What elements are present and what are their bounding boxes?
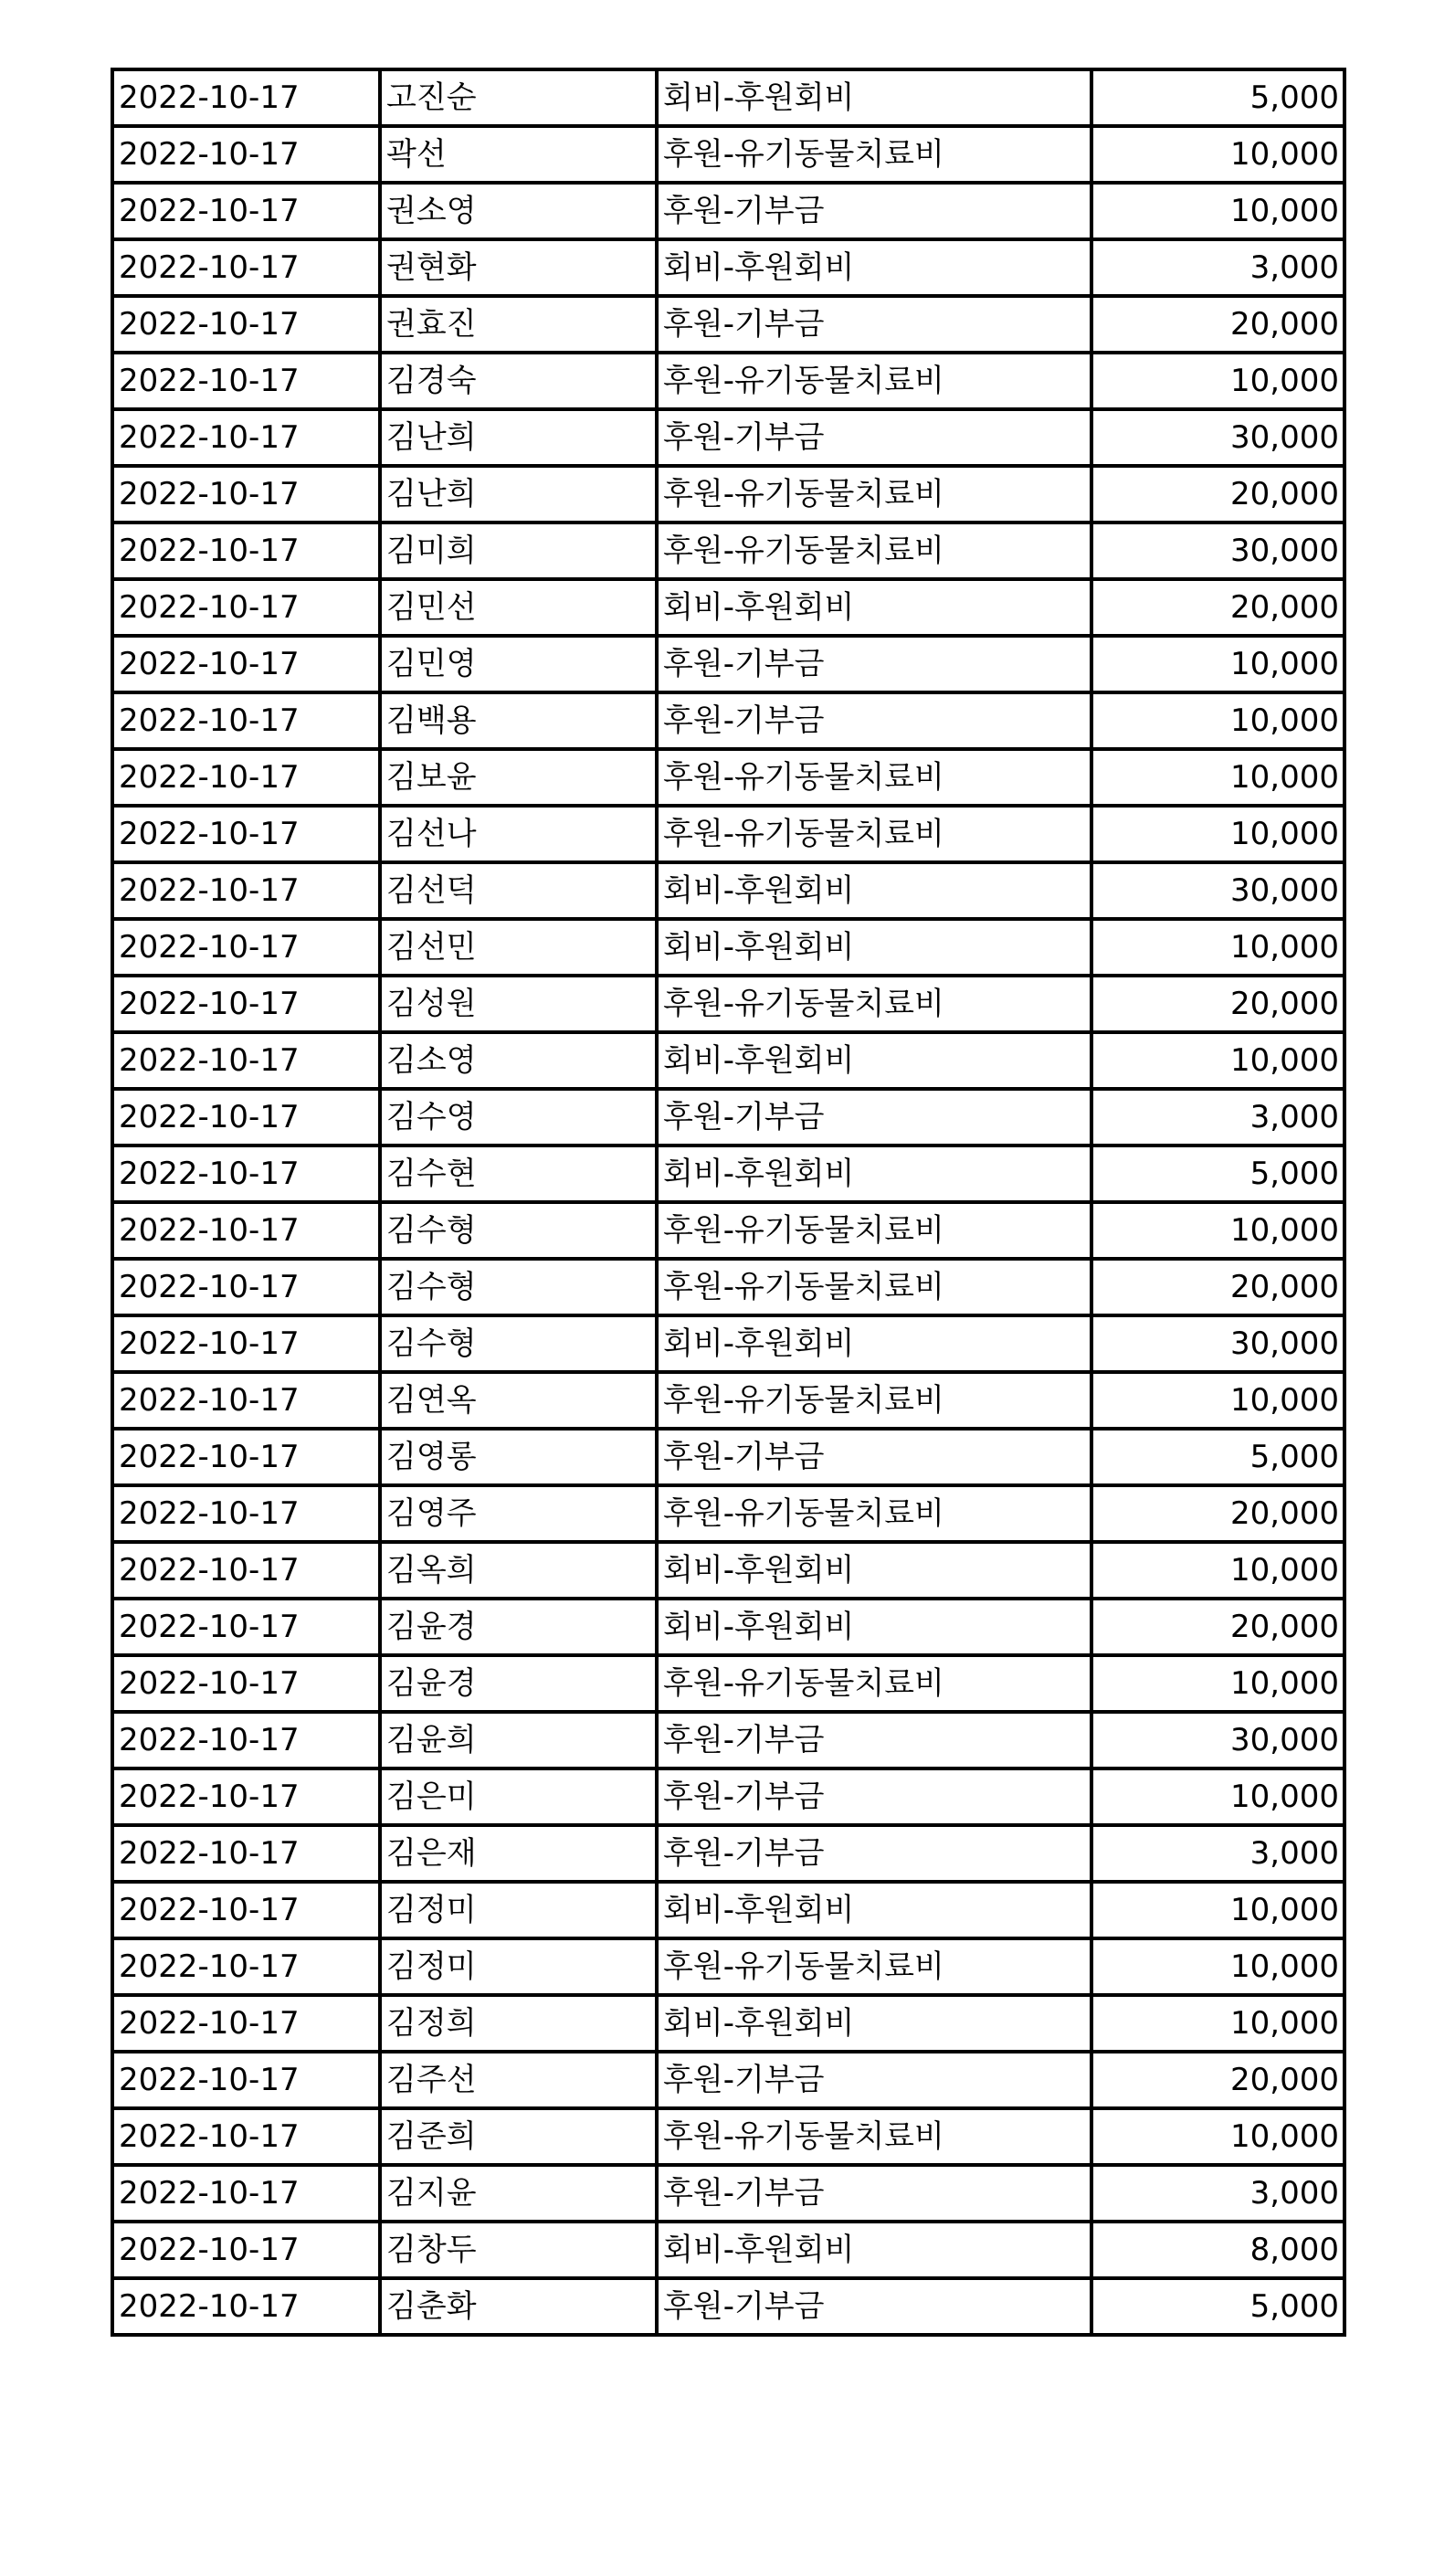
date-cell: 2022-10-17 [112, 1542, 380, 1599]
name-cell: 김민영 [380, 636, 657, 692]
name-cell: 김수현 [380, 1145, 657, 1202]
date-cell: 2022-10-17 [112, 2165, 380, 2222]
name-cell: 김연옥 [380, 1372, 657, 1429]
table-row [112, 1259, 1344, 1315]
name-cell: 김영롱 [380, 1429, 657, 1485]
amount-cell: 20,000 [1091, 1485, 1344, 1542]
category-cell: 후원-기부금 [657, 2165, 1091, 2222]
name-cell: 김선나 [380, 806, 657, 862]
category-cell: 후원-기부금 [657, 636, 1091, 692]
name-cell: 김소영 [380, 1032, 657, 1089]
table-row [112, 862, 1344, 919]
name-cell: 김정미 [380, 1882, 657, 1938]
table-row [112, 2278, 1344, 2335]
category-cell: 후원-유기동물치료비 [657, 2108, 1091, 2165]
table-row [112, 1882, 1344, 1938]
table-row [112, 1089, 1344, 1145]
category-cell: 회비-후원회비 [657, 1995, 1091, 2052]
date-cell: 2022-10-17 [112, 1032, 380, 1089]
amount-cell: 8,000 [1091, 2222, 1344, 2278]
category-cell: 회비-후원회비 [657, 1145, 1091, 1202]
table-row [112, 523, 1344, 579]
category-cell: 회비-후원회비 [657, 1599, 1091, 1655]
category-cell: 후원-유기동물치료비 [657, 1202, 1091, 1259]
category-cell: 후원-유기동물치료비 [657, 1485, 1091, 1542]
amount-cell: 10,000 [1091, 919, 1344, 976]
name-cell: 김윤경 [380, 1655, 657, 1712]
name-cell: 김난희 [380, 409, 657, 466]
name-cell: 김은재 [380, 1825, 657, 1882]
name-cell: 김미희 [380, 523, 657, 579]
category-cell: 회비-후원회비 [657, 862, 1091, 919]
table-row [112, 2108, 1344, 2165]
amount-cell: 30,000 [1091, 1315, 1344, 1372]
table-row [112, 239, 1344, 296]
date-cell: 2022-10-17 [112, 1825, 380, 1882]
amount-cell: 20,000 [1091, 976, 1344, 1032]
amount-cell: 5,000 [1091, 1145, 1344, 1202]
category-cell: 후원-기부금 [657, 1712, 1091, 1768]
amount-cell: 30,000 [1091, 409, 1344, 466]
category-cell: 후원-유기동물치료비 [657, 1259, 1091, 1315]
ledger-body [112, 69, 1344, 2335]
name-cell: 김춘화 [380, 2278, 657, 2335]
amount-cell: 3,000 [1091, 1825, 1344, 1882]
amount-cell: 20,000 [1091, 296, 1344, 353]
date-cell: 2022-10-17 [112, 1599, 380, 1655]
category-cell: 후원-유기동물치료비 [657, 976, 1091, 1032]
name-cell: 권효진 [380, 296, 657, 353]
name-cell: 김옥희 [380, 1542, 657, 1599]
name-cell: 김윤경 [380, 1599, 657, 1655]
name-cell: 김윤희 [380, 1712, 657, 1768]
date-cell: 2022-10-17 [112, 579, 380, 636]
amount-cell: 5,000 [1091, 69, 1344, 126]
date-cell: 2022-10-17 [112, 1259, 380, 1315]
date-cell: 2022-10-17 [112, 976, 380, 1032]
amount-cell: 20,000 [1091, 2052, 1344, 2108]
category-cell: 후원-유기동물치료비 [657, 126, 1091, 183]
date-cell: 2022-10-17 [112, 2052, 380, 2108]
name-cell: 김영주 [380, 1485, 657, 1542]
name-cell: 권현화 [380, 239, 657, 296]
date-cell: 2022-10-17 [112, 466, 380, 523]
date-cell: 2022-10-17 [112, 2222, 380, 2278]
date-cell: 2022-10-17 [112, 296, 380, 353]
date-cell: 2022-10-17 [112, 183, 380, 239]
amount-cell: 10,000 [1091, 806, 1344, 862]
name-cell: 김수형 [380, 1315, 657, 1372]
name-cell: 김경숙 [380, 353, 657, 409]
name-cell: 김지윤 [380, 2165, 657, 2222]
table-row [112, 1938, 1344, 1995]
category-cell: 후원-유기동물치료비 [657, 1372, 1091, 1429]
amount-cell: 5,000 [1091, 1429, 1344, 1485]
category-cell: 후원-유기동물치료비 [657, 523, 1091, 579]
name-cell: 김정희 [380, 1995, 657, 2052]
category-cell: 회비-후원회비 [657, 69, 1091, 126]
category-cell: 후원-기부금 [657, 2052, 1091, 2108]
table-row [112, 1995, 1344, 2052]
category-cell: 후원-기부금 [657, 1089, 1091, 1145]
table-row [112, 1712, 1344, 1768]
name-cell: 김성원 [380, 976, 657, 1032]
amount-cell: 10,000 [1091, 1372, 1344, 1429]
table-row [112, 1599, 1344, 1655]
amount-cell: 30,000 [1091, 862, 1344, 919]
amount-cell: 20,000 [1091, 579, 1344, 636]
table-row [112, 69, 1344, 126]
amount-cell: 3,000 [1091, 1089, 1344, 1145]
table-row [112, 1825, 1344, 1882]
date-cell: 2022-10-17 [112, 1089, 380, 1145]
category-cell: 후원-기부금 [657, 1429, 1091, 1485]
category-cell: 후원-기부금 [657, 2278, 1091, 2335]
table-row [112, 2222, 1344, 2278]
amount-cell: 30,000 [1091, 1712, 1344, 1768]
table-row [112, 1372, 1344, 1429]
date-cell: 2022-10-17 [112, 919, 380, 976]
name-cell: 김보윤 [380, 749, 657, 806]
name-cell: 김수형 [380, 1259, 657, 1315]
table-row [112, 2165, 1344, 2222]
table-row [112, 806, 1344, 862]
date-cell: 2022-10-17 [112, 806, 380, 862]
category-cell: 회비-후원회비 [657, 2222, 1091, 2278]
table-row [112, 976, 1344, 1032]
date-cell: 2022-10-17 [112, 1938, 380, 1995]
category-cell: 후원-유기동물치료비 [657, 806, 1091, 862]
date-cell: 2022-10-17 [112, 126, 380, 183]
amount-cell: 10,000 [1091, 636, 1344, 692]
date-cell: 2022-10-17 [112, 1429, 380, 1485]
name-cell: 김백용 [380, 692, 657, 749]
table-row [112, 919, 1344, 976]
date-cell: 2022-10-17 [112, 862, 380, 919]
table-row [112, 1485, 1344, 1542]
category-cell: 회비-후원회비 [657, 239, 1091, 296]
category-cell: 후원-유기동물치료비 [657, 749, 1091, 806]
name-cell: 김난희 [380, 466, 657, 523]
amount-cell: 10,000 [1091, 1995, 1344, 2052]
amount-cell: 20,000 [1091, 466, 1344, 523]
table-row [112, 1202, 1344, 1259]
table-row [112, 1655, 1344, 1712]
amount-cell: 10,000 [1091, 692, 1344, 749]
date-cell: 2022-10-17 [112, 2278, 380, 2335]
date-cell: 2022-10-17 [112, 2108, 380, 2165]
category-cell: 회비-후원회비 [657, 1315, 1091, 1372]
table-row [112, 126, 1344, 183]
table-row [112, 2052, 1344, 2108]
table-row [112, 466, 1344, 523]
date-cell: 2022-10-17 [112, 749, 380, 806]
category-cell: 후원-유기동물치료비 [657, 1655, 1091, 1712]
date-cell: 2022-10-17 [112, 353, 380, 409]
date-cell: 2022-10-17 [112, 1655, 380, 1712]
category-cell: 후원-기부금 [657, 1825, 1091, 1882]
table-row [112, 1145, 1344, 1202]
category-cell: 후원-기부금 [657, 692, 1091, 749]
name-cell: 김선민 [380, 919, 657, 976]
date-cell: 2022-10-17 [112, 636, 380, 692]
name-cell: 권소영 [380, 183, 657, 239]
amount-cell: 10,000 [1091, 1032, 1344, 1089]
name-cell: 김수영 [380, 1089, 657, 1145]
amount-cell: 5,000 [1091, 2278, 1344, 2335]
name-cell: 김창두 [380, 2222, 657, 2278]
table-row [112, 353, 1344, 409]
name-cell: 김준희 [380, 2108, 657, 2165]
category-cell: 회비-후원회비 [657, 1882, 1091, 1938]
category-cell: 후원-기부금 [657, 296, 1091, 353]
category-cell: 후원-기부금 [657, 1768, 1091, 1825]
amount-cell: 20,000 [1091, 1259, 1344, 1315]
date-cell: 2022-10-17 [112, 409, 380, 466]
date-cell: 2022-10-17 [112, 1882, 380, 1938]
table-row [112, 409, 1344, 466]
name-cell: 김민선 [380, 579, 657, 636]
date-cell: 2022-10-17 [112, 1202, 380, 1259]
category-cell: 회비-후원회비 [657, 1542, 1091, 1599]
amount-cell: 3,000 [1091, 2165, 1344, 2222]
amount-cell: 20,000 [1091, 1599, 1344, 1655]
table-row [112, 1032, 1344, 1089]
category-cell: 회비-후원회비 [657, 579, 1091, 636]
date-cell: 2022-10-17 [112, 239, 380, 296]
category-cell: 회비-후원회비 [657, 1032, 1091, 1089]
date-cell: 2022-10-17 [112, 1315, 380, 1372]
table-row [112, 1315, 1344, 1372]
amount-cell: 10,000 [1091, 353, 1344, 409]
name-cell: 김수형 [380, 1202, 657, 1259]
amount-cell: 3,000 [1091, 239, 1344, 296]
date-cell: 2022-10-17 [112, 523, 380, 579]
amount-cell: 10,000 [1091, 749, 1344, 806]
name-cell: 김선덕 [380, 862, 657, 919]
category-cell: 후원-유기동물치료비 [657, 466, 1091, 523]
table-row [112, 636, 1344, 692]
amount-cell: 10,000 [1091, 2108, 1344, 2165]
amount-cell: 10,000 [1091, 1542, 1344, 1599]
amount-cell: 10,000 [1091, 183, 1344, 239]
table-row [112, 692, 1344, 749]
table-row [112, 1768, 1344, 1825]
amount-cell: 30,000 [1091, 523, 1344, 579]
category-cell: 후원-기부금 [657, 409, 1091, 466]
date-cell: 2022-10-17 [112, 1485, 380, 1542]
amount-cell: 10,000 [1091, 126, 1344, 183]
table-row [112, 1542, 1344, 1599]
name-cell: 곽선 [380, 126, 657, 183]
category-cell: 후원-유기동물치료비 [657, 1938, 1091, 1995]
donation-ledger-table [111, 68, 1346, 2337]
amount-cell: 10,000 [1091, 1655, 1344, 1712]
category-cell: 후원-유기동물치료비 [657, 353, 1091, 409]
name-cell: 김은미 [380, 1768, 657, 1825]
date-cell: 2022-10-17 [112, 1145, 380, 1202]
amount-cell: 10,000 [1091, 1882, 1344, 1938]
date-cell: 2022-10-17 [112, 692, 380, 749]
name-cell: 고진순 [380, 69, 657, 126]
table-row [112, 579, 1344, 636]
amount-cell: 10,000 [1091, 1202, 1344, 1259]
table-row [112, 183, 1344, 239]
amount-cell: 10,000 [1091, 1938, 1344, 1995]
name-cell: 김주선 [380, 2052, 657, 2108]
table-row [112, 749, 1344, 806]
category-cell: 후원-기부금 [657, 183, 1091, 239]
date-cell: 2022-10-17 [112, 1995, 380, 2052]
table-row [112, 296, 1344, 353]
category-cell: 회비-후원회비 [657, 919, 1091, 976]
date-cell: 2022-10-17 [112, 1712, 380, 1768]
table-row [112, 1429, 1344, 1485]
date-cell: 2022-10-17 [112, 1372, 380, 1429]
amount-cell: 10,000 [1091, 1768, 1344, 1825]
date-cell: 2022-10-17 [112, 69, 380, 126]
name-cell: 김정미 [380, 1938, 657, 1995]
date-cell: 2022-10-17 [112, 1768, 380, 1825]
